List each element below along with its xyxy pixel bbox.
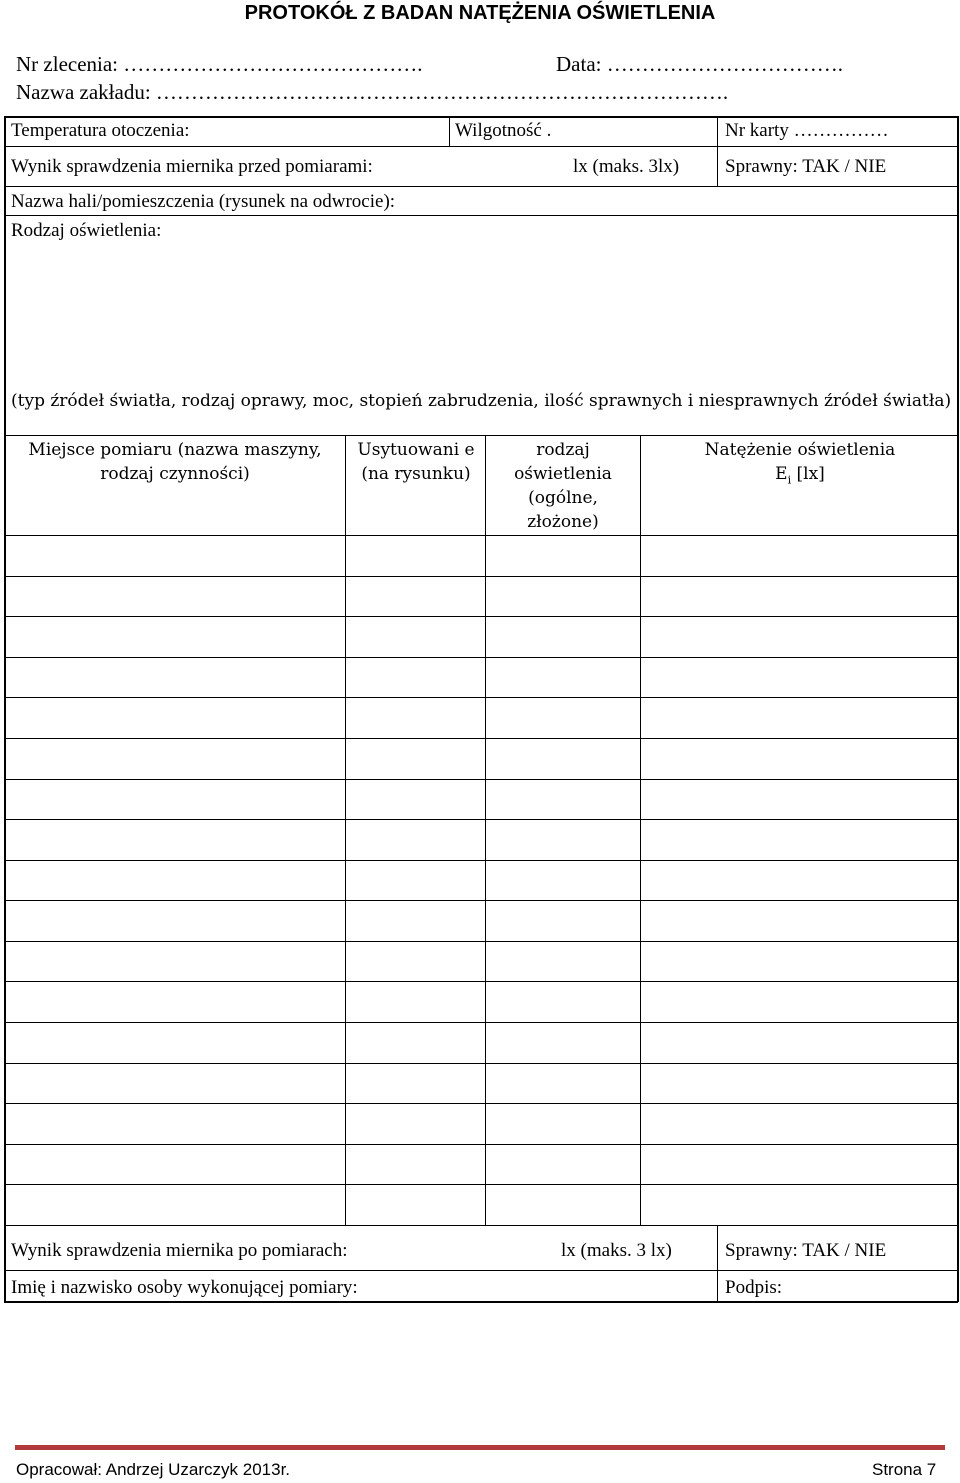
table-row-divider <box>4 616 958 617</box>
column-header-illuminance-unit: $E_i$ [lx] <box>775 464 825 487</box>
footer-rule <box>15 1445 945 1450</box>
lighting-description-note: (typ źródeł światła, rodzaj oprawy, moc, stopień zabrudzenia, ilość sprawnych i niesprawnych źródeł światła) <box>11 391 952 411</box>
table-row-divider <box>4 981 958 982</box>
column-header-illuminance <box>644 438 956 492</box>
table-row-divider <box>4 779 958 780</box>
meter-check-after-limit: lx (maks. 3 lx) <box>561 1240 672 1261</box>
column-header-lighting-kind: rodzaj oświetlenia (ogólne, złożone) <box>514 440 612 532</box>
table-row-divider <box>4 941 958 942</box>
table-row-divider <box>4 1022 958 1023</box>
table-row-divider <box>4 1144 958 1145</box>
footer-author: Opracował: Andrzej Uzarczyk 2013r. <box>16 1460 291 1479</box>
meter-check-before-label: Wynik sprawdzenia miernika przed pomiarami: <box>11 156 373 177</box>
meter-check-after-label: Wynik sprawdzenia miernika po pomiarach: <box>11 1240 348 1261</box>
card-number-label: Nr karty …………… <box>725 120 889 141</box>
lighting-type-label: Rodzaj oświetlenia: <box>11 220 162 241</box>
operator-name-label: Imię i nazwisko osoby wykonującej pomiary: <box>11 1277 358 1298</box>
table-row-divider <box>4 900 958 901</box>
table-row-divider <box>4 819 958 820</box>
table-row-divider <box>4 697 958 698</box>
column-header-illuminance-title: Natężenie oświetlenia <box>704 440 896 460</box>
company-name-field: Nazwa zakładu: ………………………………………………………………………. <box>16 80 729 104</box>
table-row-divider <box>4 860 958 861</box>
table-row-divider <box>4 1103 958 1104</box>
meter-check-after-status: Sprawny: TAK / NIE <box>725 1240 887 1261</box>
meter-check-before-status: Sprawny: TAK / NIE <box>725 156 887 177</box>
order-number-field: Nr zlecenia: ……………………………………. <box>16 52 423 76</box>
signature-label: Podpis: <box>725 1277 783 1298</box>
meter-check-before-limit: lx (maks. 3lx) <box>573 156 680 177</box>
temperature-label: Temperatura otoczenia: <box>11 120 190 141</box>
footer-page-number: Strona 7 <box>872 1460 937 1479</box>
table-row-divider <box>4 1063 958 1064</box>
column-header-place: Miejsce pomiaru (nazwa maszyny, rodzaj czynności) <box>28 440 322 484</box>
table-row-divider <box>4 738 958 739</box>
hall-name-label: Nazwa hali/pomieszczenia (rysunek na odwrocie): <box>11 191 396 212</box>
humidity-label: Wilgotność . <box>455 120 552 141</box>
table-row-divider <box>4 1184 958 1185</box>
column-header-location: Usytuowani e (na rysunku) <box>357 440 475 484</box>
document-title: PROTOKÓŁ Z BADAN NATĘŻENIA OŚWIETLENIA <box>244 2 716 24</box>
table-row-divider <box>4 576 958 577</box>
table-row-divider <box>4 657 958 658</box>
date-field: Data: ……………………………. <box>556 52 843 76</box>
